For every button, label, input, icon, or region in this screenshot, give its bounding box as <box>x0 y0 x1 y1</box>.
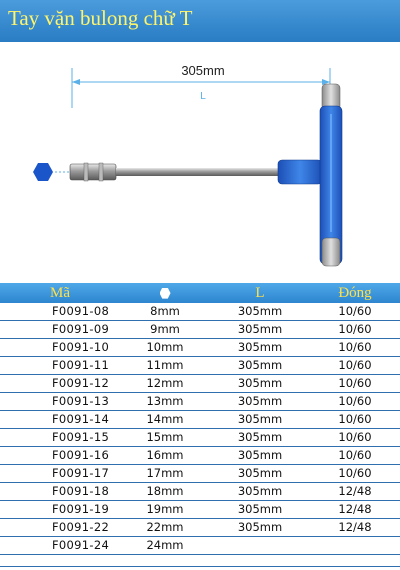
header-pack: Đóng <box>310 283 400 303</box>
cell-pack: 10/60 <box>310 357 400 375</box>
cell-length: 305mm <box>210 339 310 357</box>
table-row <box>0 339 400 357</box>
cell-length: 305mm <box>210 357 310 375</box>
cell-length: 305mm <box>210 483 310 501</box>
table-row <box>0 483 400 501</box>
cell-pack: 10/60 <box>310 303 400 321</box>
cell-length: 305mm <box>210 429 310 447</box>
cell-length: 305mm <box>210 501 310 519</box>
header-length: L <box>210 283 310 303</box>
cell-size: 24mm <box>120 537 210 555</box>
t-handle-wrench-illustration <box>0 42 400 282</box>
dimension-symbol: L <box>200 91 206 102</box>
cell-pack: 10/60 <box>310 429 400 447</box>
table-row <box>0 303 400 321</box>
cell-code: F0091-11 <box>0 357 120 375</box>
table-row <box>0 501 400 519</box>
table-row <box>0 393 400 411</box>
wrench-shaft <box>116 168 286 176</box>
cell-size: 19mm <box>120 501 210 519</box>
cell-length: 305mm <box>210 303 310 321</box>
cell-code: F0091-14 <box>0 411 120 429</box>
cell-pack: 10/60 <box>310 411 400 429</box>
cell-pack: 10/60 <box>310 465 400 483</box>
dimension-arrow-left <box>72 79 80 85</box>
cell-size: 17mm <box>120 465 210 483</box>
cell-size: 11mm <box>120 357 210 375</box>
table-row <box>0 465 400 483</box>
cell-pack: 12/48 <box>310 483 400 501</box>
cell-length <box>210 537 310 555</box>
table-row <box>0 375 400 393</box>
cell-pack: 10/60 <box>310 375 400 393</box>
handle-cap-bottom <box>322 238 340 266</box>
title-bar <box>0 0 400 42</box>
cell-size: 13mm <box>120 393 210 411</box>
hexagon-icon <box>160 288 171 299</box>
t-connector <box>278 160 322 184</box>
cell-code: F0091-18 <box>0 483 120 501</box>
socket-head <box>70 164 116 180</box>
cell-size: 16mm <box>120 447 210 465</box>
table-header-row <box>0 283 400 303</box>
cell-length: 305mm <box>210 321 310 339</box>
table-row <box>0 447 400 465</box>
dimension-label: 305mm <box>181 63 225 78</box>
page-title: Tay vặn bulong chữ T <box>8 6 193 30</box>
cell-code: F0091-16 <box>0 447 120 465</box>
cell-code: F0091-09 <box>0 321 120 339</box>
cell-size: 9mm <box>120 321 210 339</box>
cell-code: F0091-22 <box>0 519 120 537</box>
cell-pack: 10/60 <box>310 321 400 339</box>
cell-pack <box>310 537 400 555</box>
cell-length: 305mm <box>210 411 310 429</box>
table-row <box>0 537 400 555</box>
spec-table <box>0 283 400 555</box>
cell-size: 14mm <box>120 411 210 429</box>
cell-length: 305mm <box>210 393 310 411</box>
cell-length: 305mm <box>210 465 310 483</box>
cell-size: 18mm <box>120 483 210 501</box>
cell-pack: 10/60 <box>310 393 400 411</box>
cell-code: F0091-12 <box>0 375 120 393</box>
cell-code: F0091-13 <box>0 393 120 411</box>
cell-code: F0091-17 <box>0 465 120 483</box>
cell-length: 305mm <box>210 447 310 465</box>
table-bottom-border <box>0 566 400 567</box>
cell-size: 15mm <box>120 429 210 447</box>
cell-code: F0091-10 <box>0 339 120 357</box>
cell-pack: 12/48 <box>310 519 400 537</box>
cell-length: 305mm <box>210 519 310 537</box>
cell-size: 22mm <box>120 519 210 537</box>
table-row <box>0 357 400 375</box>
cell-size: 8mm <box>120 303 210 321</box>
socket-ring-1 <box>84 163 88 181</box>
cell-length: 305mm <box>210 375 310 393</box>
table-row <box>0 411 400 429</box>
table-row <box>0 429 400 447</box>
cell-size: 12mm <box>120 375 210 393</box>
cell-code: F0091-08 <box>0 303 120 321</box>
header-code: Mã <box>0 283 120 303</box>
table-row <box>0 321 400 339</box>
table-row <box>0 519 400 537</box>
header-size <box>120 283 210 303</box>
cell-pack: 12/48 <box>310 501 400 519</box>
cell-pack: 10/60 <box>310 339 400 357</box>
cell-pack: 10/60 <box>310 447 400 465</box>
hexagon-icon <box>33 163 53 181</box>
cell-code: F0091-24 <box>0 537 120 555</box>
cell-size: 10mm <box>120 339 210 357</box>
cell-code: F0091-19 <box>0 501 120 519</box>
socket-ring-2 <box>99 163 103 181</box>
cell-code: F0091-15 <box>0 429 120 447</box>
